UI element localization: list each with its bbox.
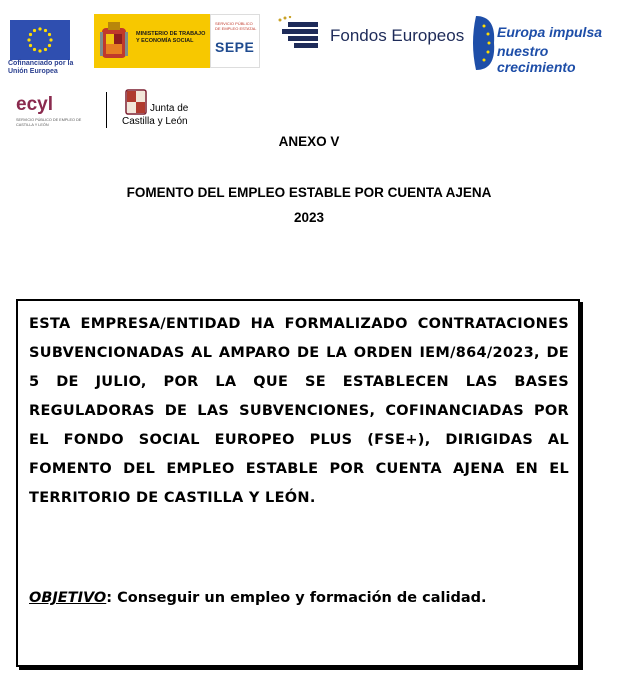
sepe-wordmark: SEPE	[215, 39, 255, 55]
ecyl-logo	[16, 94, 94, 130]
program-title: FOMENTO DEL EMPLEO ESTABLE POR CUENTA AJENA	[126, 185, 492, 200]
program-year: 2023	[293, 210, 325, 225]
notice-body: ESTA EMPRESA/ENTIDAD HA FORMALIZADO CONTRATACIONES SUBVENCIONADAS AL AMPARO DE LA ORDEN IEM/864/2023, DE 5 DE JULIO, POR LA QUE SE ESTABLECEN LAS BASES REGULADORAS DE LAS SUBVENCIONES, COFINANCIADAS POR EL FONDO SOCIAL EUROPEO PLUS (FSE+), DIRIGIDAS AL FOMENTO DEL EMPLEO ESTABLE POR CUENTA AJENA EN EL TERRITORIO DE CASTILLA Y LEÓN.	[29, 316, 569, 506]
ministerio-logo	[94, 14, 260, 68]
ecyl-wordmark: ecyl	[16, 94, 53, 115]
junta-line2: Castilla y León	[122, 116, 188, 127]
fondos-europeos-icon	[276, 16, 324, 52]
europa-line1: Europa impulsa	[497, 24, 603, 40]
junta-line1: Junta de	[150, 103, 189, 114]
objective-text: : Conseguir un empleo y formación de calidad.	[106, 590, 487, 606]
junta-shield-icon	[124, 88, 148, 118]
notice-box	[16, 299, 580, 667]
sepe-logo	[210, 14, 260, 68]
europa-impulsa-logo	[470, 14, 610, 75]
logo-divider	[106, 92, 107, 128]
annex-title: ANEXO V	[278, 134, 340, 149]
fondos-europeos-text: Fondos Europeos	[330, 26, 465, 45]
eu-stars-badge-icon	[470, 14, 496, 72]
objective-line	[29, 590, 569, 606]
objective-label: OBJETIVO	[29, 590, 107, 606]
sepe-caption: SERVICIO PÚBLICO DE EMPLEO ESTATAL	[215, 21, 257, 31]
coat-of-arms-icon	[100, 20, 128, 62]
europa-line2: nuestro crecimiento	[497, 43, 576, 75]
ministerio-text: MINISTERIO DE TRABAJO Y ECONOMÍA SOCIAL	[136, 31, 206, 44]
eu-caption: Cofinanciado por la Unión Europea	[8, 60, 74, 75]
eu-flag-logo	[10, 20, 70, 60]
ecyl-caption: SERVICIO PÚBLICO DE EMPLEO DE CASTILLA Y LEÓN	[16, 118, 82, 127]
